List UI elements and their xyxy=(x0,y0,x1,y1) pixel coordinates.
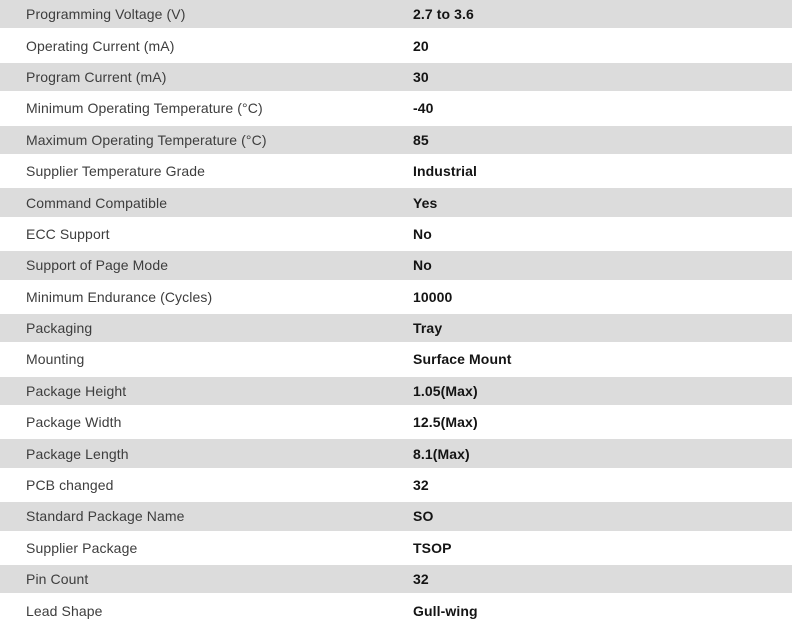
spec-label: Minimum Operating Temperature (°C) xyxy=(26,100,263,117)
spec-label: Pin Count xyxy=(26,571,89,588)
table-row xyxy=(0,314,792,345)
spec-label: Maximum Operating Temperature (°C) xyxy=(26,131,267,148)
spec-label: Package Height xyxy=(26,382,127,399)
spec-label: Supplier Package xyxy=(26,539,138,556)
spec-value: Industrial xyxy=(413,163,478,180)
spec-label: ECC Support xyxy=(26,225,110,242)
spec-label: Supplier Temperature Grade xyxy=(26,163,205,180)
table-row xyxy=(0,188,792,219)
spec-value: 8.1(Max) xyxy=(413,445,470,462)
spec-value: 85 xyxy=(413,131,429,148)
spec-value: SO xyxy=(413,508,434,525)
spec-value: -40 xyxy=(413,100,434,117)
spec-label: Package Length xyxy=(26,445,129,462)
spec-label: Lead Shape xyxy=(26,602,103,619)
spec-value: 32 xyxy=(413,571,429,588)
spec-label: Program Current (mA) xyxy=(26,68,167,85)
table-row xyxy=(0,596,792,627)
spec-label: Support of Page Mode xyxy=(26,257,169,274)
spec-label: Package Width xyxy=(26,414,122,431)
table-row xyxy=(0,63,792,94)
table-row xyxy=(0,251,792,282)
table-row xyxy=(0,565,792,596)
spec-value: 20 xyxy=(413,37,429,54)
spec-label: Standard Package Name xyxy=(26,508,185,525)
table-row xyxy=(0,126,792,157)
table-row xyxy=(0,345,792,376)
spec-label: Programming Voltage (V) xyxy=(26,6,186,23)
spec-value: 1.05(Max) xyxy=(413,382,478,399)
spec-value: 32 xyxy=(413,477,429,494)
table-row xyxy=(0,220,792,251)
spec-value: Gull-wing xyxy=(413,602,478,619)
spec-label: Mounting xyxy=(26,351,85,368)
spec-label: Command Compatible xyxy=(26,194,168,211)
spec-value: 12.5(Max) xyxy=(413,414,478,431)
table-row xyxy=(0,377,792,408)
table-row xyxy=(0,157,792,188)
spec-label: Operating Current (mA) xyxy=(26,37,175,54)
table-row xyxy=(0,439,792,470)
spec-label: Minimum Endurance (Cycles) xyxy=(26,288,213,305)
table-row xyxy=(0,534,792,565)
table-row xyxy=(0,471,792,502)
spec-value: 2.7 to 3.6 xyxy=(413,6,474,23)
spec-value: Tray xyxy=(413,320,443,337)
table-row xyxy=(0,408,792,439)
spec-value: 30 xyxy=(413,68,429,85)
spec-value: No xyxy=(413,257,432,274)
table-row xyxy=(0,0,792,31)
table-row xyxy=(0,94,792,125)
spec-value: Yes xyxy=(413,194,438,211)
spec-value: 10000 xyxy=(413,288,453,305)
spec-value: Surface Mount xyxy=(413,351,512,368)
table-row xyxy=(0,502,792,533)
spec-label: PCB changed xyxy=(26,477,114,494)
spec-value: TSOP xyxy=(413,539,452,556)
table-row xyxy=(0,31,792,62)
table-row xyxy=(0,283,792,314)
spec-label: Packaging xyxy=(26,320,93,337)
spec-value: No xyxy=(413,225,432,242)
